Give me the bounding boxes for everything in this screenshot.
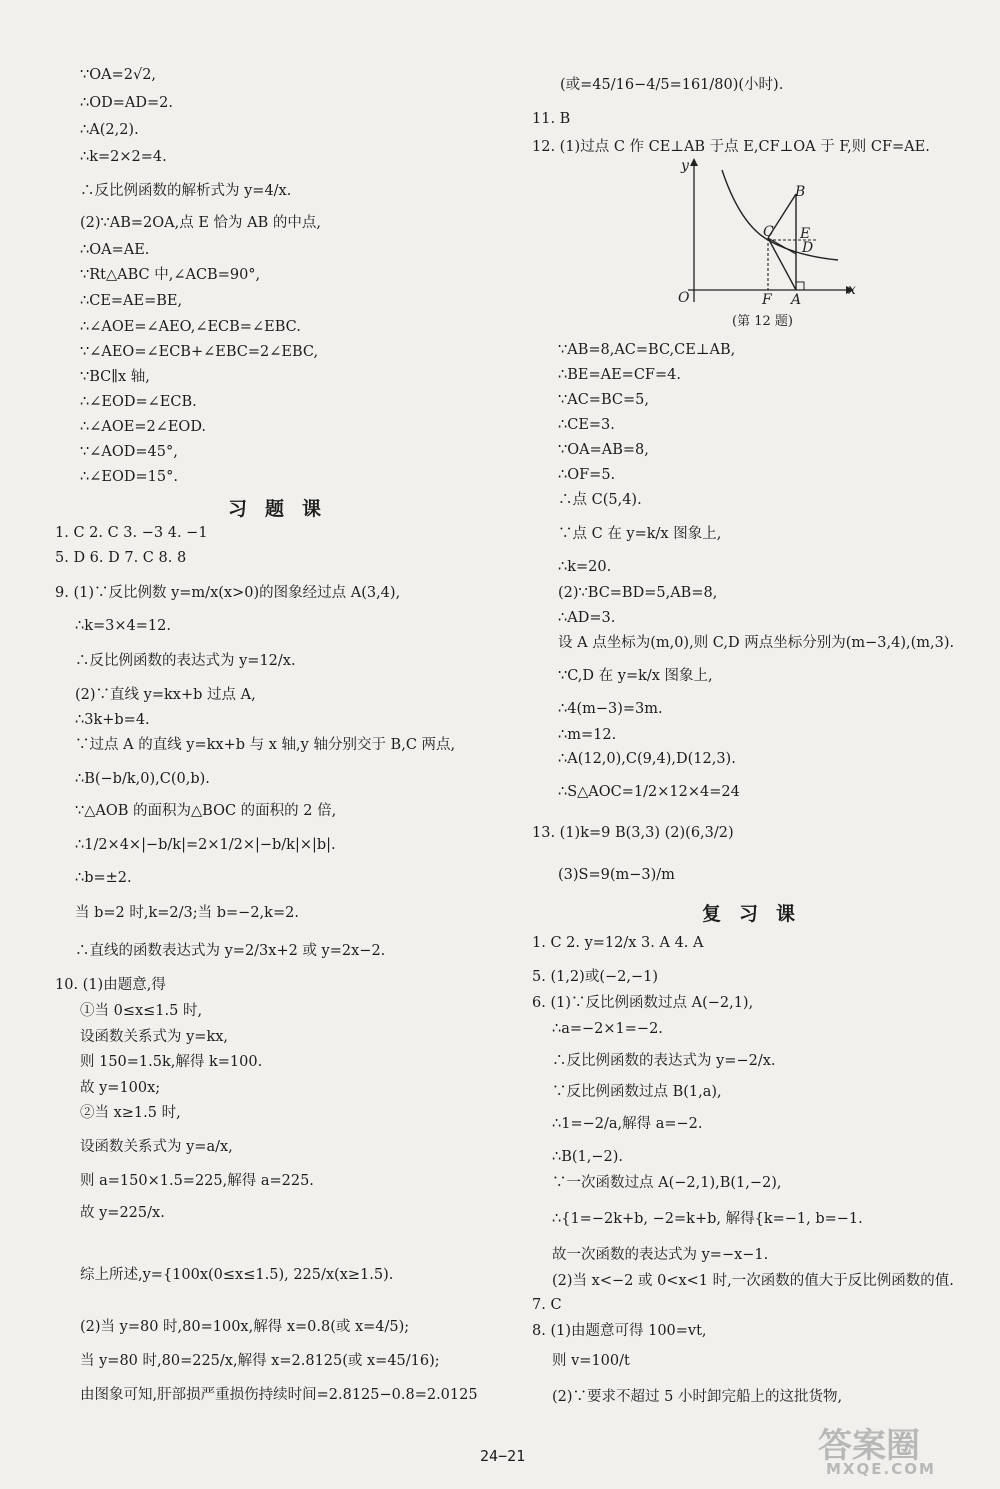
text-line: ∴A(2,2). [80, 122, 139, 138]
text-line: ∵∠AEO=∠ECB+∠EBC=2∠EBC, [80, 344, 319, 360]
text-line: ∴4(m−3)=3m. [558, 701, 663, 717]
text-line: (2)∵要求不超过 5 小时卸完船上的这批货物, [552, 1389, 843, 1405]
text-line: ∴反比例函数的表达式为 y=12/x. [75, 653, 296, 669]
text-line: 10. (1)由题意,得 [55, 977, 166, 993]
figure-caption: (第 12 题) [732, 314, 793, 329]
text-line: ∴AD=3. [558, 610, 616, 626]
text-line: ∴B(−b/k,0),C(0,b). [75, 771, 210, 787]
text-line: 11. B [532, 111, 571, 127]
text-line: ∴∠EOD=15°. [80, 469, 178, 485]
text-line: ∴CE=AE=BE, [80, 293, 183, 309]
text-line: 则 150=1.5k,解得 k=100. [80, 1054, 263, 1070]
text-line: ∴OA=AE. [80, 242, 150, 258]
text-line: ①当 0≤x≤1.5 时, [80, 1003, 203, 1019]
text-line: ∵点 C 在 y=k/x 图象上, [558, 526, 722, 542]
text-line: 故一次函数的表达式为 y=−x−1. [552, 1247, 769, 1263]
text-line: 1. C 2. y=12/x 3. A 4. A [532, 935, 704, 951]
text-line: 则 v=100/t [552, 1353, 630, 1369]
text-line: ∵OA=AB=8, [558, 442, 649, 458]
text-line: ∵AB=8,AC=BC,CE⊥AB, [558, 342, 736, 358]
text-line: 1. C 2. C 3. −3 4. −1 [55, 525, 208, 541]
text-line: 则 a=150×1.5=225,解得 a=225. [80, 1173, 314, 1189]
text-line: 9. (1)∵反比例数 y=m/x(x>0)的图象经过点 A(3,4), [55, 585, 401, 601]
text-line: ∴m=12. [558, 727, 617, 743]
text-line: 12. (1)过点 C 作 CE⊥AB 于点 E,CF⊥OA 于 F,则 CF=AE. [532, 139, 930, 155]
text-line: 故 y=100x; [80, 1080, 161, 1096]
text-line: 13. (1)k=9 B(3,3) (2)(6,3/2) [532, 825, 734, 841]
text-line: ∴反比例函数的解析式为 y=4/x. [80, 183, 292, 199]
text-line: 综上所述,y={100x(0≤x≤1.5), 225/x(x≥1.5). [80, 1267, 394, 1283]
label-b: B [795, 184, 806, 200]
hyperbola-curve [722, 170, 838, 260]
text-line: ∵C,D 在 y=k/x 图象上, [558, 668, 713, 684]
text-line: ∵一次函数过点 A(−2,1),B(1,−2), [552, 1175, 782, 1191]
text-line: ∵过点 A 的直线 y=kx+b 与 x 轴,y 轴分别交于 B,C 两点, [75, 737, 456, 753]
text-line: (2)∵BC=BD=5,AB=8, [558, 585, 718, 601]
text-line: ∴A(12,0),C(9,4),D(12,3). [558, 751, 736, 767]
text-line: 故 y=225/x. [80, 1205, 165, 1221]
text-line: (2)∵直线 y=kx+b 过点 A, [75, 687, 256, 703]
watermark-url: MXQE.COM [826, 1460, 936, 1478]
text-line: ∵OA=2√2, [80, 67, 157, 83]
text-line: ∴B(1,−2). [552, 1149, 624, 1165]
text-line: 6. (1)∵反比例函数过点 A(−2,1), [532, 995, 754, 1011]
text-line: ∴1/2×4×|−b/k|=2×1/2×|−b/k|×|b|. [75, 837, 336, 853]
text-line: ∵Rt△ABC 中,∠ACB=90°, [80, 267, 261, 283]
text-line: 由图象可知,肝部损严重损伤持续时间=2.8125−0.8=2.0125 [80, 1387, 478, 1403]
text-line: ∴b=±2. [75, 870, 132, 886]
text-line: 当 y=80 时,80=225/x,解得 x=2.8125(或 x=45/16); [80, 1353, 440, 1369]
text-line: (2)当 y=80 时,80=100x,解得 x=0.8(或 x=4/5); [80, 1319, 410, 1335]
text-line: 7. C [532, 1297, 562, 1313]
text-line: 设 A 点坐标为(m,0),则 C,D 两点坐标分别为(m−3,4),(m,3). [558, 635, 955, 651]
label-e: E [800, 226, 811, 242]
text-line: ∴OD=AD=2. [80, 95, 173, 111]
text-line: ∴直线的函数表达式为 y=2/3x+2 或 y=2x−2. [75, 943, 386, 959]
text-line: (2)当 x<−2 或 0<x<1 时,一次函数的值大于反比例函数的值. [552, 1273, 954, 1289]
text-line: ∴点 C(5,4). [558, 492, 642, 508]
label-o: O [678, 290, 690, 306]
text-line: ∴∠AOE=2∠EOD. [80, 419, 207, 435]
text-line: ∵BC∥x 轴, [80, 369, 150, 385]
text-line: ∵∠AOD=45°, [80, 444, 178, 460]
text-line: 当 b=2 时,k=2/3;当 b=−2,k=2. [75, 905, 299, 921]
text-line: ∴k=3×4=12. [75, 618, 171, 634]
section-title: 习题课 [228, 498, 340, 520]
text-line: ∴{1=−2k+b, −2=k+b, 解得{k=−1, b=−1. [552, 1211, 863, 1227]
label-d: D [802, 240, 814, 256]
text-line: ∴BE=AE=CF=4. [558, 367, 681, 383]
text-line: ∴反比例函数的表达式为 y=−2/x. [552, 1053, 776, 1069]
label-c: C [763, 224, 774, 240]
section-title: 复习课 [702, 903, 814, 925]
text-line: ∴S△AOC=1/2×12×4=24 [558, 784, 740, 800]
page-number: 24−21 [480, 1447, 526, 1465]
text-line: ∴k=2×2=4. [80, 149, 167, 165]
text-line: ∴1=−2/a,解得 a=−2. [552, 1116, 703, 1132]
text-line: 设函数关系式为 y=kx, [80, 1029, 229, 1045]
text-line: 5. (1,2)或(−2,−1) [532, 969, 658, 985]
text-line: ∴k=20. [558, 559, 612, 575]
label-y: y [681, 158, 689, 174]
label-a: A [791, 292, 802, 308]
text-line: (或=45/16−4/5=161/80)(小时). [560, 77, 784, 93]
text-line: ∴CE=3. [558, 417, 615, 433]
text-line: 5. D 6. D 7. C 8. 8 [55, 550, 187, 566]
label-x: x [848, 282, 856, 298]
text-line: ∴OF=5. [558, 467, 616, 483]
figure-12 [670, 152, 860, 334]
label-f: F [762, 292, 772, 308]
text-line: 8. (1)由题意可得 100=vt, [532, 1323, 707, 1339]
text-line: ∴∠EOD=∠ECB. [80, 394, 197, 410]
right-angle-mark [796, 282, 804, 290]
text-line: ∵反比例函数过点 B(1,a), [552, 1084, 722, 1100]
watermark-logo: 答案圈 [818, 1426, 920, 1466]
text-line: ∵△AOB 的面积为△BOC 的面积的 2 倍, [75, 803, 337, 819]
text-line: (3)S=9(m−3)/m [558, 867, 675, 883]
text-line: (2)∵AB=2OA,点 E 恰为 AB 的中点, [80, 215, 321, 231]
text-line: ∴a=−2×1=−2. [552, 1021, 663, 1037]
text-line: 设函数关系式为 y=a/x, [80, 1139, 233, 1155]
text-line: ∴∠AOE=∠AEO,∠ECB=∠EBC. [80, 319, 301, 335]
text-line: ②当 x≥1.5 时, [80, 1105, 181, 1121]
text-line: ∵AC=BC=5, [558, 392, 649, 408]
text-line: ∴3k+b=4. [75, 712, 150, 728]
y-axis-arrow [690, 158, 698, 166]
